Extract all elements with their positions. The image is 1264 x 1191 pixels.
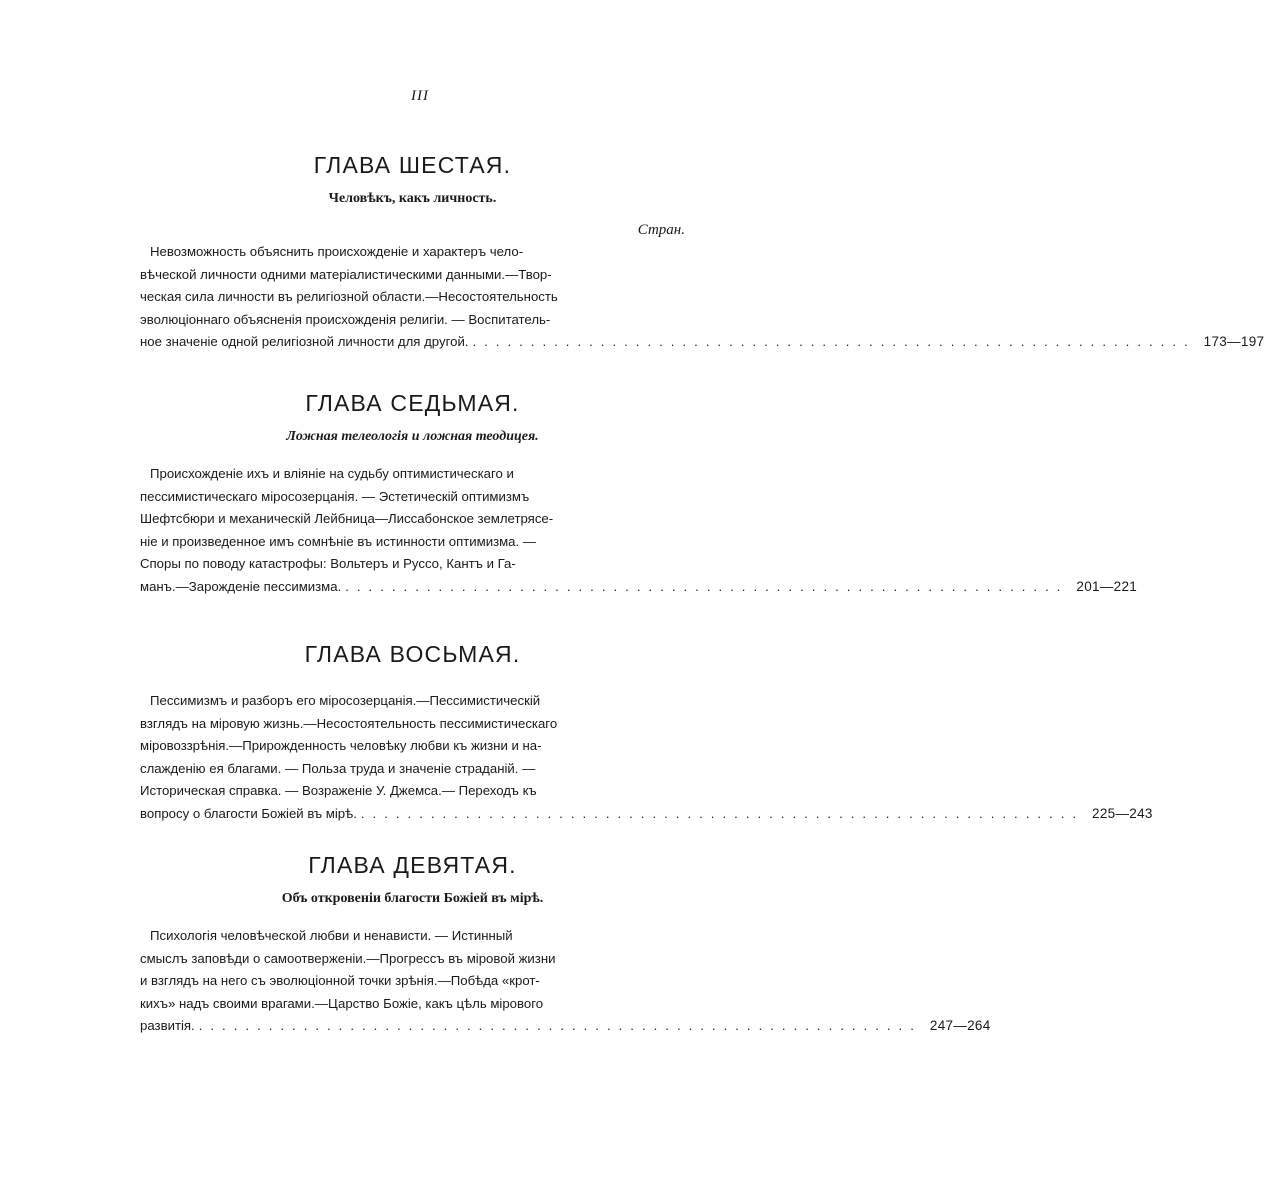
chapter-summary bbox=[140, 463, 1138, 599]
summary-line: вѣческой личности одними матеріалистическими данными.—Твор- bbox=[140, 266, 552, 282]
chapter-title: ГЛАВА ВОСЬМАЯ. bbox=[304, 641, 521, 667]
summary-line: манъ.—Зарожденіе пессимизма. .............................................................. 201—221 bbox=[140, 576, 685, 599]
chapter-subtitle: Объ откровеніи благости Божіей въ мірѣ. bbox=[281, 891, 544, 906]
chapter-subtitle: Человѣкъ, какъ личность. bbox=[328, 191, 497, 206]
chapter-title: ГЛАВА ШЕСТАЯ. bbox=[313, 152, 512, 178]
summary-line: и взглядъ на него съ эволюціонной точки зрѣнія.—Побѣда «крот- bbox=[140, 973, 540, 989]
summary-line: развитія. .............................................................. 247—264 bbox=[140, 1015, 685, 1038]
chapter-summary bbox=[140, 241, 1264, 354]
chapter-6 bbox=[140, 152, 1264, 354]
summary-line: ческая сила личности въ религіозной области.—Несостоятельность bbox=[140, 289, 558, 305]
page-number: III bbox=[411, 88, 429, 104]
page-range: 173—197 bbox=[1203, 334, 1264, 350]
leader-dots: .............................................................. bbox=[345, 578, 1069, 594]
chapter-7 bbox=[140, 390, 1138, 599]
summary-line: ніе и произведенное имъ сомнѣніе въ истинности оптимизма. — bbox=[140, 533, 537, 549]
summary-line: взглядъ на міровую жизнь.—Несостоятельность пессимистическаго bbox=[140, 715, 558, 731]
summary-line: слажденію ея благами. — Польза труда и значеніе страданій. — bbox=[140, 760, 536, 776]
summary-line: кихъ» надъ своими врагами.—Царство Божіе, какъ цѣль мірового bbox=[140, 995, 544, 1011]
chapter-8 bbox=[140, 641, 1153, 826]
page-range: 201—221 bbox=[1076, 578, 1138, 594]
chapter-subtitle: Ложная телеологія и ложная теодицея. bbox=[286, 429, 539, 444]
leader-dots: .............................................................. bbox=[198, 1018, 922, 1034]
summary-line: Историческая справка. — Возраженіе У. Джемса.— Переходъ къ bbox=[140, 783, 537, 799]
chapter-title: ГЛАВА СЕДЬМАЯ. bbox=[305, 390, 520, 416]
summary-line: Споры по поводу катастрофы: Вольтеръ и Руссо, Кантъ и Га- bbox=[140, 556, 516, 572]
summary-line: эволюціоннаго объясненія происхожденія религіи. — Воспитатель- bbox=[140, 311, 551, 327]
summary-line: Психологія человѣческой любви и ненависти. — Истинный bbox=[150, 928, 513, 943]
page-range: 225—243 bbox=[1092, 805, 1153, 821]
chapter-summary bbox=[140, 925, 991, 1038]
page-range: 247—264 bbox=[929, 1018, 991, 1034]
leader-dots: .............................................................. bbox=[472, 334, 1196, 350]
chapter-title: ГЛАВА ДЕВЯТАЯ. bbox=[308, 852, 517, 878]
summary-line: Невозможность объяснить происхожденіе и характеръ чело- bbox=[150, 244, 524, 259]
summary-line: міровоззрѣнія.—Прирожденность человѣку любви къ жизни и на- bbox=[140, 738, 542, 754]
leader-dots: .............................................................. bbox=[360, 805, 1085, 821]
summary-line: смыслъ заповѣди о самоотверженіи.—Прогрессъ въ міровой жизни bbox=[140, 950, 556, 966]
summary-line: пессимистическаго міросозерцанія. — Эстетическій оптимизмъ bbox=[140, 488, 530, 504]
chapter-summary bbox=[140, 690, 1153, 826]
summary-line: Шефтсбюри и механическій Лейбница—Лиссабонское землетрясе- bbox=[140, 511, 554, 527]
chapter-9 bbox=[140, 852, 991, 1038]
summary-line: Пессимизмъ и разборъ его міросозерцанія.—Пессимистическій bbox=[150, 693, 541, 708]
summary-line: вопросу о благости Божіей въ мірѣ. .............................................................. 225—243 bbox=[140, 803, 685, 826]
summary-line: Происхожденіе ихъ и вліяніе на судьбу оптимистическаго и bbox=[150, 466, 514, 481]
summary-line: ное значеніе одной религіозной личности для другой. .............................................................. 173—197 bbox=[140, 331, 685, 354]
pages-column-label: Стран. bbox=[637, 222, 685, 238]
